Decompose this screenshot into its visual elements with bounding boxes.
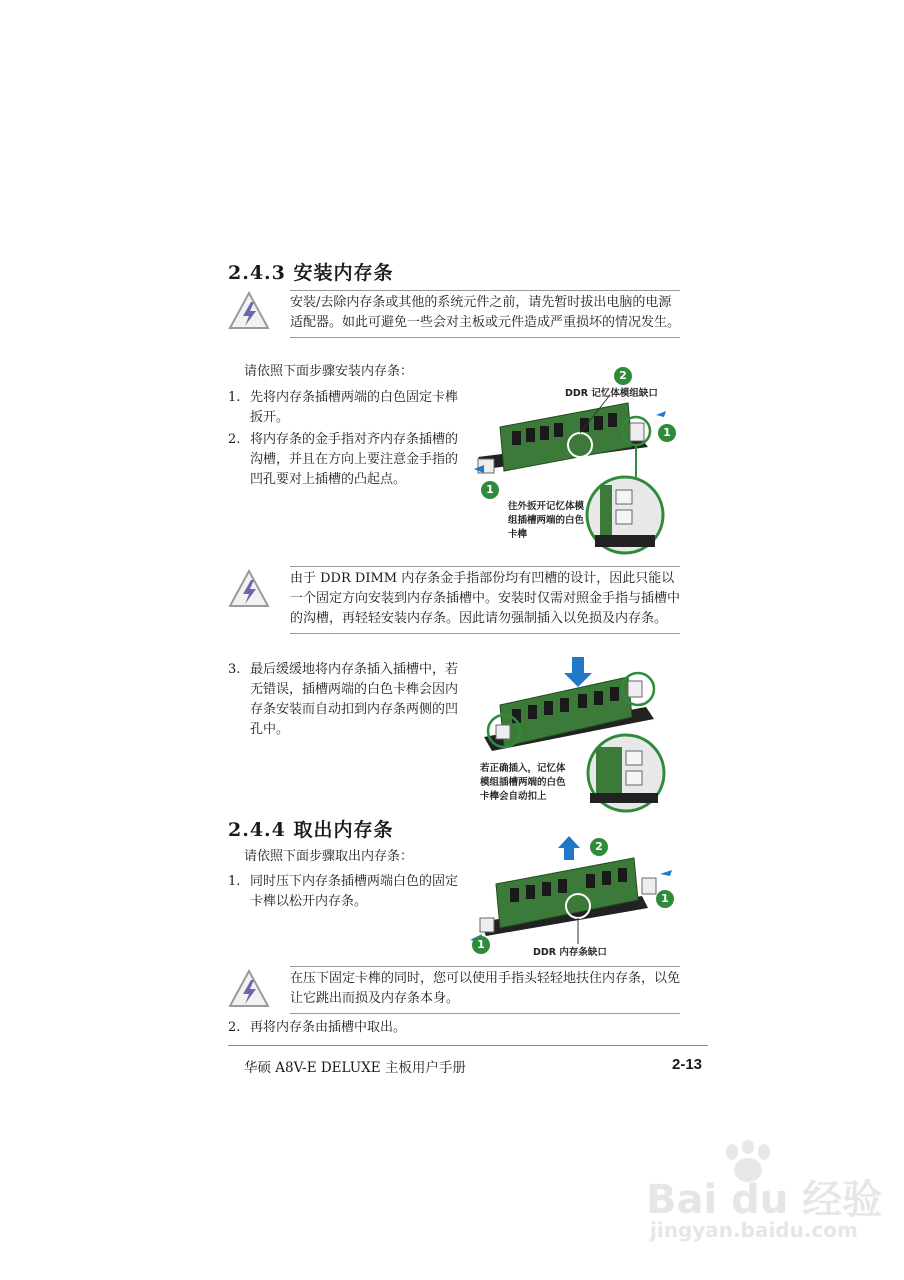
footer-rule <box>228 1045 708 1046</box>
note-power-warning <box>290 290 680 338</box>
notch-label: DDR 记忆体模组缺口 <box>565 388 658 399</box>
warning-icon <box>228 568 270 610</box>
step-badge: 1 <box>472 936 490 954</box>
step-badge: 1 <box>656 890 674 908</box>
install-step-2 <box>228 430 464 490</box>
latch-label: 往外扳开记忆体模组插槽两端的白色卡榫 <box>508 501 585 540</box>
step-text: 再将内存条由插槽中取出。 <box>250 1020 407 1035</box>
note-text: 安装/去除内存条或其他的系统元件之前，请先暂时拔出电脑的电源适配器。如此可避免一些会对主板或元件造成严重损坏的情况发生。 <box>290 295 681 330</box>
note-hold-module <box>290 966 680 1014</box>
remove-step-2 <box>228 1018 528 1038</box>
note-text: 在压下固定卡榫的同时，您可以使用手指头轻轻地扶住内存条，以免让它跳出而损及内存条本身。 <box>290 971 681 1006</box>
notch-label: DDR 内存条缺口 <box>533 947 607 958</box>
warning-icon <box>228 968 270 1010</box>
remove-intro: 请依照下面步骤取出内存条： <box>244 849 414 864</box>
step-number: 3. <box>228 662 241 677</box>
section-title-install: 2.4.3 安装内存条 <box>228 262 394 284</box>
footer-title: 华硕 A8V-E DELUXE 主板用户手册 <box>244 1060 466 1076</box>
step-number: 2. <box>228 432 241 447</box>
note-dimm-orientation <box>290 566 680 634</box>
step-text: 同时压下内存条插槽两端白色的固定卡榫以松开内存条。 <box>250 874 459 909</box>
step-badge: 1 <box>481 481 499 499</box>
step-text: 最后缓缓地将内存条插入插槽中，若无错误，插槽两端的白色卡榫会因内存条安装而自动扣到内存条两侧的凹孔中。 <box>250 662 459 737</box>
step-badge: 2 <box>614 367 632 385</box>
step-number: 1. <box>228 874 241 889</box>
step-text: 先将内存条插槽两端的白色固定卡榫扳开。 <box>250 390 459 425</box>
watermark-brand: Bai du 经验 <box>646 1177 883 1223</box>
install-intro: 请依照下面步骤安装内存条： <box>244 364 414 379</box>
step-badge: 1 <box>658 424 676 442</box>
step-number: 1. <box>228 390 241 405</box>
remove-step-1 <box>228 872 464 912</box>
warning-icon <box>228 290 270 332</box>
memory-remove-illustration <box>466 832 680 960</box>
install-step-1 <box>228 388 464 428</box>
note-text: 由于 DDR DIMM 内存条金手指部份均有凹槽的设计，因此只能以一个固定方向安装到内存条插槽中。安装时仅需对照金手指与插槽中的沟槽，再轻轻安装内存条。因此请勿强制插入以免损及内存条。 <box>290 571 681 626</box>
page-number: 2-13 <box>672 1056 703 1073</box>
watermark-url: jingyan.baidu.com <box>650 1218 858 1242</box>
section-title-remove: 2.4.4 取出内存条 <box>228 819 394 841</box>
step-badge: 2 <box>590 838 608 856</box>
step-number: 2. <box>228 1020 241 1035</box>
auto-lock-label: 若正确插入，记忆体模组插槽两端的白色卡榫会自动扣上 <box>480 763 566 802</box>
install-step-3 <box>228 660 464 740</box>
step-text: 将内存条的金手指对齐内存条插槽的沟槽，并且在方向上要注意金手指的凹孔要对上插槽的凸起点。 <box>250 432 459 487</box>
